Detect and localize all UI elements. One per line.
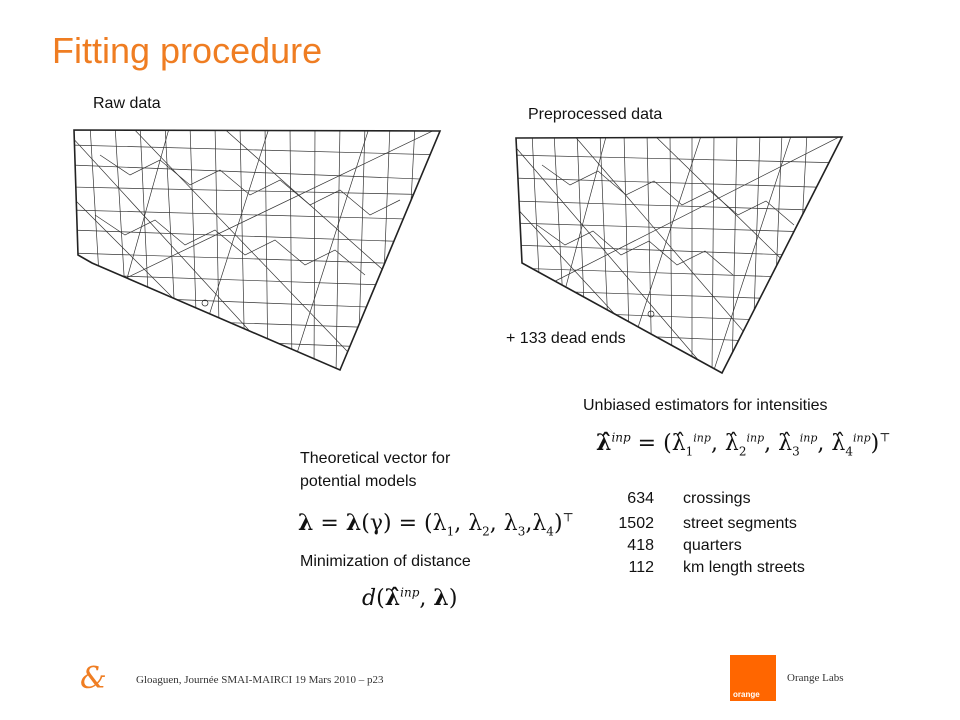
stat-number: 1502: [618, 515, 654, 532]
ampersand-logo-icon: [78, 662, 112, 692]
stat-label: street segments: [683, 515, 797, 532]
stat-number: 112: [628, 559, 654, 576]
distance-formula: d(λ̂$^{inp}$, λ): [362, 585, 458, 611]
raw-data-street-map: [70, 125, 445, 375]
orange-labs-label: Orange Labs: [787, 672, 844, 684]
dead-ends-label: + 133 dead ends: [506, 330, 626, 347]
stat-number: 634: [627, 490, 654, 507]
stat-label: quarters: [683, 537, 742, 554]
stat-label: crossings: [683, 490, 751, 507]
orange-logo-text: orange: [733, 690, 760, 699]
minimization-label: Minimization of distance: [300, 553, 471, 570]
page-title: Fitting procedure: [52, 30, 323, 71]
svg-text:&: &: [80, 662, 107, 692]
theoretical-vector-label: Theoretical vector for potential models: [300, 450, 451, 490]
preprocessed-data-label: Preprocessed data: [528, 106, 663, 123]
orange-logo: [730, 655, 776, 701]
stat-number: 418: [627, 537, 654, 554]
raw-data-label: Raw data: [93, 95, 161, 112]
theoretical-vector-formula: $\lambda = \lambda(\gamma) = (\lambda_1$, $\lambda_2$, $\lambda_3,\lambda_4)^⊤$: [298, 510, 574, 539]
footer-citation: Gloaguen, Journée SMAI-MAIRCI 19 Mars 2010 – p23: [136, 674, 384, 686]
stat-label: km length streets: [683, 559, 805, 576]
estimator-vector-formula: λ̂$^{inp}$ = ($\lambdâ_1^{inp}$, $\lambdâ_2^{inp}$, $\lambdâ_3^{inp}$, $\lambdâ_4^{inp})^⊤$: [596, 430, 891, 459]
unbiased-estimators-label: Unbiased estimators for intensities: [583, 397, 828, 414]
